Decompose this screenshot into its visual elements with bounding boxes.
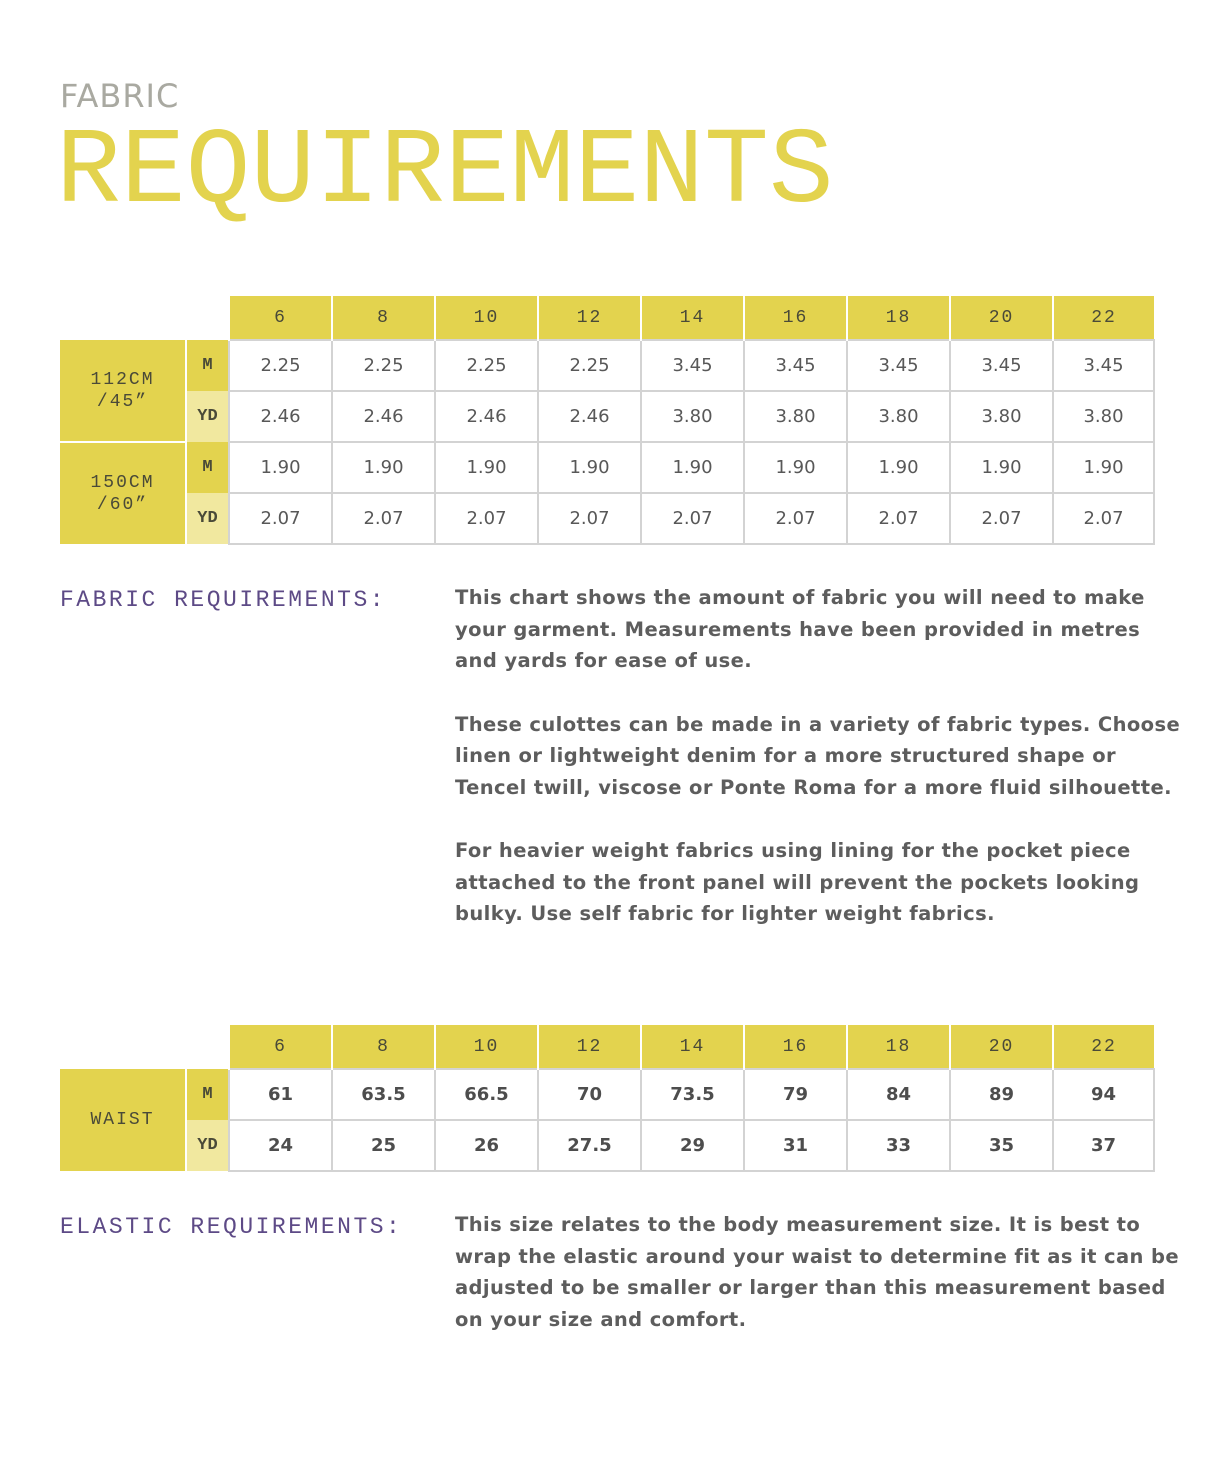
table-cell: 29 (641, 1120, 744, 1171)
size-header: 16 (744, 296, 847, 340)
table-cell: 2.07 (332, 493, 435, 544)
size-header: 14 (641, 296, 744, 340)
unit-label: M (186, 340, 229, 391)
table-cell: 73.5 (641, 1069, 744, 1120)
fabric-note-paragraph: This chart shows the amount of fabric you will need to make your garment. Measurements have been provided in metres and yards for ease of use. (455, 586, 1145, 672)
table-cell: 27.5 (538, 1120, 641, 1171)
table-cell: 94 (1053, 1069, 1154, 1120)
table-cell: 2.07 (229, 493, 332, 544)
table-cell: 26 (435, 1120, 538, 1171)
size-header: 18 (847, 1025, 950, 1069)
page-kicker: FABRIC (60, 77, 180, 115)
table-cell: 3.45 (847, 340, 950, 391)
fabric-width-line2: /45” (96, 391, 149, 412)
table-cell: 1.90 (641, 442, 744, 493)
table-cell: 2.25 (538, 340, 641, 391)
size-header: 8 (332, 296, 435, 340)
table-cell: 2.25 (435, 340, 538, 391)
table-cell: 3.45 (744, 340, 847, 391)
table-row (60, 340, 1154, 391)
table-cell: 3.45 (950, 340, 1053, 391)
table-cell: 2.46 (332, 391, 435, 442)
fabric-width-label (60, 442, 186, 544)
table-cell: 1.90 (332, 442, 435, 493)
header-spacer (60, 296, 229, 340)
size-header: 6 (229, 296, 332, 340)
unit-label: YD (186, 1120, 229, 1171)
unit-label: M (186, 1069, 229, 1120)
size-header: 12 (538, 296, 641, 340)
table-cell: 1.90 (950, 442, 1053, 493)
table-cell: 3.45 (641, 340, 744, 391)
size-header: 22 (1053, 1025, 1154, 1069)
size-header: 16 (744, 1025, 847, 1069)
fabric-width-line1: 150CM (90, 472, 155, 493)
table-cell: 3.45 (1053, 340, 1154, 391)
fabric-width-line2: /60” (96, 494, 149, 515)
table-cell: 2.46 (435, 391, 538, 442)
table-cell: 84 (847, 1069, 950, 1120)
page-title: REQUIREMENTS (56, 112, 834, 234)
table-cell: 89 (950, 1069, 1053, 1120)
table-cell: 3.80 (744, 391, 847, 442)
size-header: 6 (229, 1025, 332, 1069)
size-header: 10 (435, 296, 538, 340)
table-cell: 2.07 (641, 493, 744, 544)
elastic-note-paragraph: This size relates to the body measurement size. It is best to wrap the elastic around your waist to determine fit as it can be adjusted to be smaller or larger than this measurement based on your size and comfort. (455, 1213, 1179, 1331)
table-cell: 2.07 (847, 493, 950, 544)
unit-label: YD (186, 493, 229, 544)
waist-label: WAIST (60, 1069, 186, 1171)
header-spacer (60, 1025, 229, 1069)
table-cell: 2.25 (332, 340, 435, 391)
table-cell: 1.90 (1053, 442, 1154, 493)
table-cell: 35 (950, 1120, 1053, 1171)
fabric-notes (455, 582, 1185, 930)
table-cell: 2.25 (229, 340, 332, 391)
size-header-row (60, 1025, 1154, 1069)
table-cell: 24 (229, 1120, 332, 1171)
table-cell: 2.46 (538, 391, 641, 442)
table-cell: 3.80 (847, 391, 950, 442)
table-cell: 1.90 (435, 442, 538, 493)
fabric-note-paragraph: For heavier weight fabrics using lining for the pocket piece attached to the front panel will prevent the pockets looking bulky. Use self fabric for lighter weight fabrics. (455, 839, 1140, 925)
table-cell: 70 (538, 1069, 641, 1120)
table-cell: 79 (744, 1069, 847, 1120)
table-cell: 1.90 (229, 442, 332, 493)
size-header: 20 (950, 296, 1053, 340)
fabric-note-paragraph: These culottes can be made in a variety of fabric types. Choose linen or lightweight denim for a more structured shape or Tencel twill, viscose or Ponte Roma for a more fluid silhouette. (455, 712, 1181, 799)
unit-label: YD (186, 391, 229, 442)
fabric-requirements-label: FABRIC REQUIREMENTS: (60, 587, 387, 613)
table-cell: 61 (229, 1069, 332, 1120)
table-cell: 1.90 (538, 442, 641, 493)
table-cell: 66.5 (435, 1069, 538, 1120)
fabric-width-line1: 112CM (90, 369, 155, 390)
size-header: 14 (641, 1025, 744, 1069)
table-cell: 63.5 (332, 1069, 435, 1120)
table-cell: 2.07 (1053, 493, 1154, 544)
table-cell: 3.80 (641, 391, 744, 442)
size-header: 22 (1053, 296, 1154, 340)
table-cell: 2.46 (229, 391, 332, 442)
table-row (60, 1120, 1154, 1171)
size-header: 20 (950, 1025, 1053, 1069)
table-row (60, 493, 1154, 544)
table-cell: 2.07 (538, 493, 641, 544)
table-row (60, 391, 1154, 442)
table-cell: 1.90 (744, 442, 847, 493)
table-cell: 3.80 (950, 391, 1053, 442)
elastic-requirements-label: ELASTIC REQUIREMENTS: (60, 1214, 403, 1240)
waist-elastic-table (60, 1025, 1155, 1172)
size-header: 18 (847, 296, 950, 340)
table-row (60, 1069, 1154, 1120)
table-cell: 3.80 (1053, 391, 1154, 442)
table-cell: 31 (744, 1120, 847, 1171)
table-cell: 2.07 (950, 493, 1053, 544)
fabric-width-label (60, 340, 186, 442)
size-header: 10 (435, 1025, 538, 1069)
elastic-notes (455, 1209, 1185, 1335)
size-header: 8 (332, 1025, 435, 1069)
table-cell: 2.07 (435, 493, 538, 544)
table-cell: 2.07 (744, 493, 847, 544)
table-row (60, 442, 1154, 493)
fabric-requirements-table (60, 296, 1155, 545)
size-header: 12 (538, 1025, 641, 1069)
table-cell: 1.90 (847, 442, 950, 493)
unit-label: M (186, 442, 229, 493)
table-cell: 37 (1053, 1120, 1154, 1171)
size-header-row (60, 296, 1154, 340)
table-cell: 25 (332, 1120, 435, 1171)
table-cell: 33 (847, 1120, 950, 1171)
